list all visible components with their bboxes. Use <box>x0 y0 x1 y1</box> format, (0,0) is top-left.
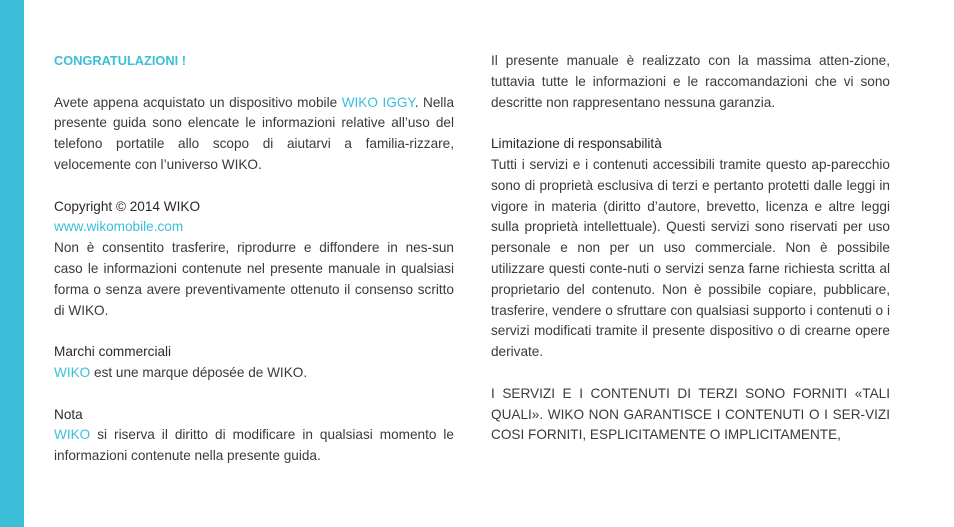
intro-text-pre: Avete appena acquistato un dispositivo mobile <box>54 94 342 110</box>
services-disclaimer: I SERVIZI E I CONTENUTI DI TERZI SONO FORNITI «TALI QUALI». WIKO NON GARANTISCE I CONTENUTI O I SER-VIZI COSI FORNITI, ESPLICITAMENTE O IMPLICITAMENTE, <box>491 385 890 443</box>
trademark-brand: WIKO <box>54 364 91 380</box>
copyright-title: Copyright © 2014 WIKO <box>54 198 201 214</box>
liability-paragraph: Tutti i servizi e i contenuti accessibili tramite questo ap-parecchio sono di proprietà esclusiva di terzi e pertanto protetti dalle leggi in vigore in materia (diritto d’autore, brevetto, licenza e altre leggi sulla proprietà intellettuale). Questi servizi sono riservati per uso personale e non per un uso commerciale. Non è possibile utilizzare questi conte-nuti o servizi senza farne richiesta scritta al proprietario del contenuto. Non è possibile copiare, pubblicare, trasferire, vendere o sfruttare con qualsiasi supporto i contenuti o i servizi modificati tramite il presente dispositivo o di crearne opere derivate. <box>491 156 890 360</box>
congrats-title: CONGRATULAZIONI ! <box>54 53 186 68</box>
trademark-paragraph <box>54 363 454 384</box>
intro-text-post: . Nella presente guida sono elencate le informazioni relative all’uso del telefono portatile allo scopo di aiutarvi a familia-rizzare, velocemente con l’universo WIKO. <box>54 94 455 172</box>
trademark-title: Marchi commerciali <box>54 344 172 360</box>
note-paragraph <box>54 425 454 467</box>
accent-bar <box>0 0 24 527</box>
liability-title: Limitazione di responsabilità <box>491 136 662 152</box>
copyright-paragraph: Non è consentito trasferire, riprodurre e diffondere in nes-sun caso le informazioni contenute nel presente manuale in qualsiasi forma o senza avere preventivamente ottenuto il consenso scritto di WIKO. <box>54 240 454 318</box>
trademark-text: est une marque déposée de WIKO. <box>90 364 308 380</box>
note-title: Nota <box>54 406 83 422</box>
note-brand: WIKO <box>54 427 91 443</box>
website-link[interactable]: www.wikomobile.com <box>54 219 184 235</box>
device-name: WIKO IGGY <box>341 94 415 110</box>
intro-paragraph <box>54 93 454 176</box>
left-column <box>54 51 454 467</box>
note-text: si riserva il diritto di modificare in qualsiasi momento le informazioni contenute nella presente guida. <box>54 427 454 464</box>
right-column <box>491 51 890 446</box>
manual-paragraph: Il presente manuale è realizzato con la massima atten-zione, tuttavia tutte le informazioni e le raccomandazioni che vi sono descritte non rappresentano nessuna garanzia. <box>491 53 890 110</box>
